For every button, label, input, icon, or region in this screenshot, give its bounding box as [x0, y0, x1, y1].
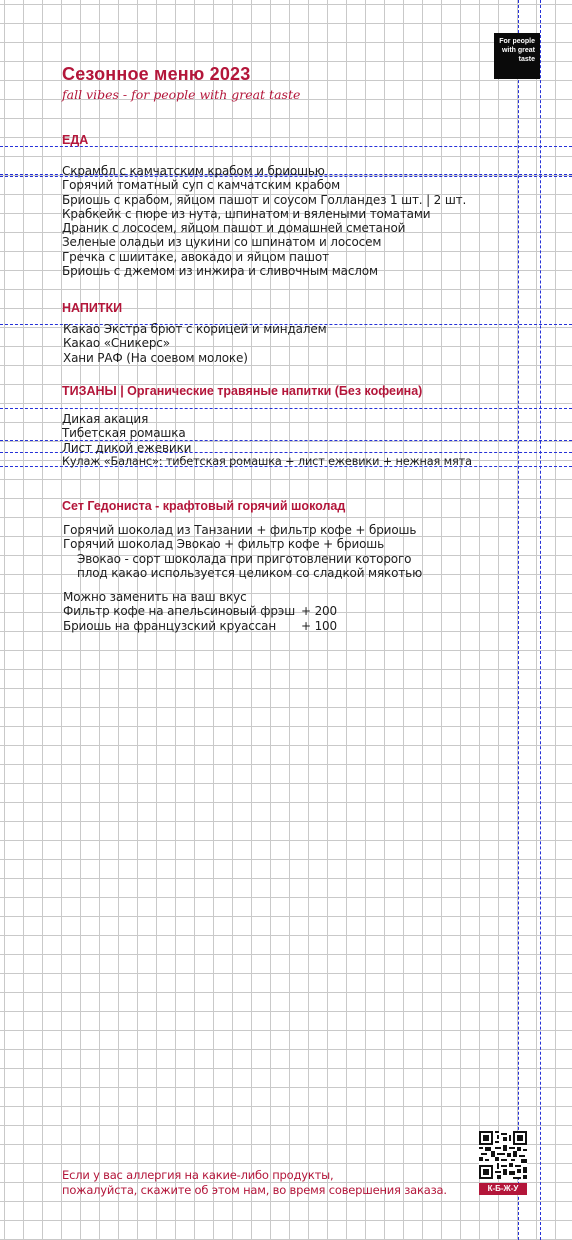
hedonist-note: Эвокао - сорт шоколада при приготовлении которого: [77, 551, 412, 566]
drinks-list: [63, 322, 327, 365]
guide-vertical: [540, 0, 541, 1240]
guide-horizontal: [0, 408, 572, 409]
list-item: Зеленые оладьи из цукини со шпинатом и лососем: [62, 235, 382, 250]
section-heading-tisanes: ТИЗАНЫ | Органические травяные напитки (Без кофеина): [62, 384, 423, 398]
qr-code-icon[interactable]: [479, 1131, 527, 1179]
list-item: Драник с лососем, яйцом пашот и домашней сметаной: [62, 221, 406, 236]
brand-badge: [494, 33, 540, 79]
list-item: Лист дикой ежевики: [62, 440, 192, 455]
section-heading-drinks: НАПИТКИ: [62, 301, 123, 315]
list-item: Дикая акация: [62, 412, 149, 426]
list-item: Горячий шоколад из Танзании + фильтр кофе + бриошь: [63, 523, 417, 537]
replacement-price: + 100: [301, 618, 338, 633]
menu-title: Сезонное меню 2023: [62, 64, 251, 84]
list-item: Бриошь с крабом, яйцом пашот и соусом Голландез 1 шт. | 2 шт.: [62, 192, 467, 207]
list-item: Крабкейк с пюре из нута, шпинатом и вялеными томатами: [62, 206, 431, 221]
replacement-name: Бриошь на французский круассан: [63, 618, 277, 633]
guide-vertical: [518, 0, 519, 1240]
list-item: Кулаж «Баланс»: тибетская ромашка + лист ежевики + нежная мята: [62, 454, 472, 468]
brand-badge-line: taste: [518, 56, 535, 63]
section-heading-hedonist: Сет Гедониста - крафтовый горячий шоколад: [62, 499, 346, 513]
tisanes-list: [62, 412, 472, 469]
list-item: Гречка с шиитаке, авокадо и яйцом пашот: [62, 249, 329, 264]
menu-subtitle: fall vibes - for people with great taste: [62, 87, 301, 102]
list-item: Хани РАФ (На соевом молоке): [63, 350, 248, 365]
hedonist-list: [63, 523, 422, 580]
section-heading-food: ЕДА: [62, 133, 89, 147]
list-item: Бриошь с джемом из инжира и сливочным маслом: [62, 264, 378, 279]
replacement-row: [63, 604, 337, 618]
list-item: Какао Экстра брют с корицей и миндалем: [63, 322, 327, 336]
list-item: Горячий шоколад Эвокао + фильтр кофе + бриошь: [63, 537, 385, 552]
replacement-list: [63, 590, 337, 633]
allergy-notice: [62, 1168, 447, 1198]
list-item: Скрамбл с камчатским крабом и бриошью: [62, 164, 325, 178]
list-item: Тибетская ромашка: [62, 426, 186, 441]
replacement-heading: Можно заменить на ваш вкус: [63, 590, 247, 604]
list-item: Какао «Сникерс»: [63, 336, 170, 351]
replacement-row: [63, 619, 337, 633]
food-list: [62, 164, 466, 278]
allergy-line: пожалуйста, скажите об этом нам, во время совершения заказа.: [62, 1183, 447, 1197]
hedonist-note: плод какао используется целиком со сладкой мякотью: [77, 565, 423, 580]
kbju-label[interactable]: К-Б-Ж-У: [479, 1183, 527, 1195]
brand-badge-line: For people: [499, 38, 535, 45]
allergy-line: Если у вас аллергия на какие-либо продукты,: [62, 1168, 334, 1182]
list-item: Горячий томатный суп с камчатским крабом: [62, 178, 341, 193]
replacement-price: + 200: [301, 604, 338, 619]
replacement-name: Фильтр кофе на апельсиновый фрэш: [63, 604, 296, 619]
brand-badge-line: with great: [501, 47, 535, 54]
